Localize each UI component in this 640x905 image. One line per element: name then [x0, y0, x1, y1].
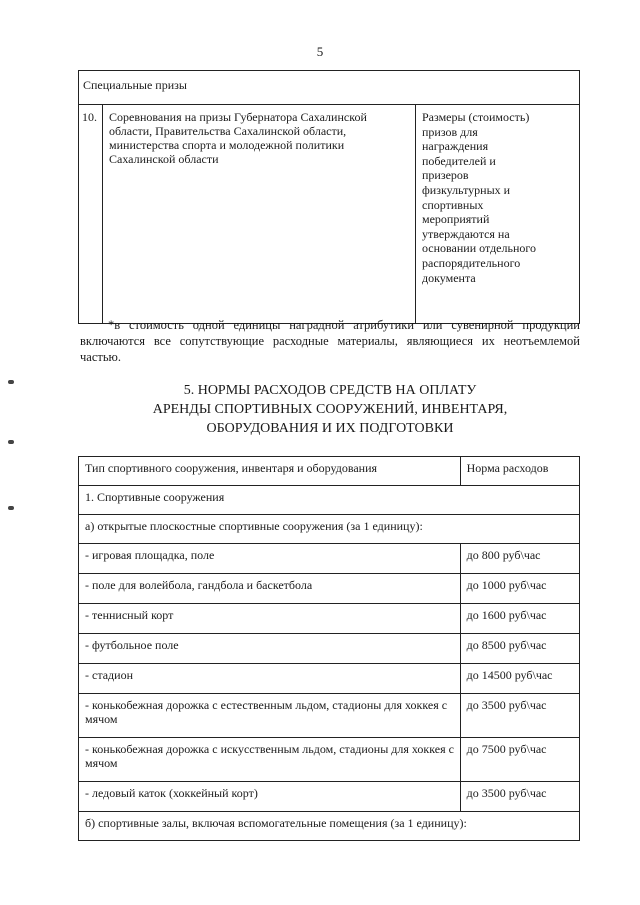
table-row	[79, 782, 580, 812]
section-heading: 5. НОРМЫ РАСХОДОВ СРЕДСТВ НА ОПЛАТУ АРЕНДЫ СПОРТИВНЫХ СООРУЖЕНИЙ, ИНВЕНТАРЯ, ОБОРУДОВАНИЯ И ИХ ПОДГОТОВКИ	[152, 383, 508, 436]
prize-description: Размеры (стоимость) призов для награждения победителей и призеров физкультурных и спортивных мероприятий утверждаются на основании отдельного распорядительного документа	[416, 105, 580, 324]
scan-mark	[8, 506, 14, 510]
page-number: 5	[316, 44, 324, 59]
facility-norm: до 8500 руб\час	[460, 634, 579, 664]
table-row	[79, 694, 580, 738]
table-row	[79, 738, 580, 782]
facility-name: - игровая площадка, поле	[79, 544, 461, 574]
table-row	[79, 634, 580, 664]
table-row	[79, 544, 580, 574]
facility-norm: до 14500 руб\час	[460, 664, 579, 694]
header-type: Тип спортивного сооружения, инвентаря и оборудования	[79, 457, 461, 486]
table-row	[79, 604, 580, 634]
section-label: Специальные призы	[79, 71, 580, 105]
row-number: 10.	[79, 105, 103, 324]
scan-mark	[8, 440, 14, 444]
facility-name: - конькобежная дорожка с искусственным льдом, стадионы для хоккея с мячом	[79, 738, 461, 782]
table-row	[79, 105, 580, 324]
table-row	[79, 574, 580, 604]
facility-norm: до 3500 руб\час	[460, 782, 579, 812]
facility-norm: до 800 руб\час	[460, 544, 579, 574]
facility-norm: до 3500 руб\час	[460, 694, 579, 738]
facility-norm: до 1600 руб\час	[460, 604, 579, 634]
facility-name: - поле для волейбола, гандбола и баскетбола	[79, 574, 461, 604]
facility-name: - ледовый каток (хоккейный корт)	[79, 782, 461, 812]
subgroup-heading: а) открытые плоскостные спортивные сооружения (за 1 единицу):	[79, 515, 580, 544]
competition-name: Соревнования на призы Губернатора Сахалинской области, Правительства Сахалинской области, министерства спорта и молодежной политики Сахалинской области	[103, 105, 416, 324]
facility-norm: до 1000 руб\час	[460, 574, 579, 604]
header-norm: Норма расходов	[460, 457, 579, 486]
facility-name: - футбольное поле	[79, 634, 461, 664]
rental-norms-table	[78, 456, 580, 841]
facility-norm: до 7500 руб\час	[460, 738, 579, 782]
group-heading: 1. Спортивные сооружения	[79, 486, 580, 515]
footnote: *в стоимость одной единицы наградной атрибутики или сувенирной продукции включаются все сопутствующие расходные материалы, являющиеся их неотъемлемой частью.	[80, 318, 580, 364]
facility-name: - теннисный корт	[79, 604, 461, 634]
special-prizes-table	[78, 70, 580, 324]
scan-mark	[8, 380, 14, 384]
subgroup-heading: б) спортивные залы, включая вспомогательные помещения (за 1 единицу):	[79, 812, 580, 841]
facility-name: - стадион	[79, 664, 461, 694]
table-row	[79, 664, 580, 694]
facility-name: - конькобежная дорожка с естественным льдом, стадионы для хоккея с мячом	[79, 694, 461, 738]
